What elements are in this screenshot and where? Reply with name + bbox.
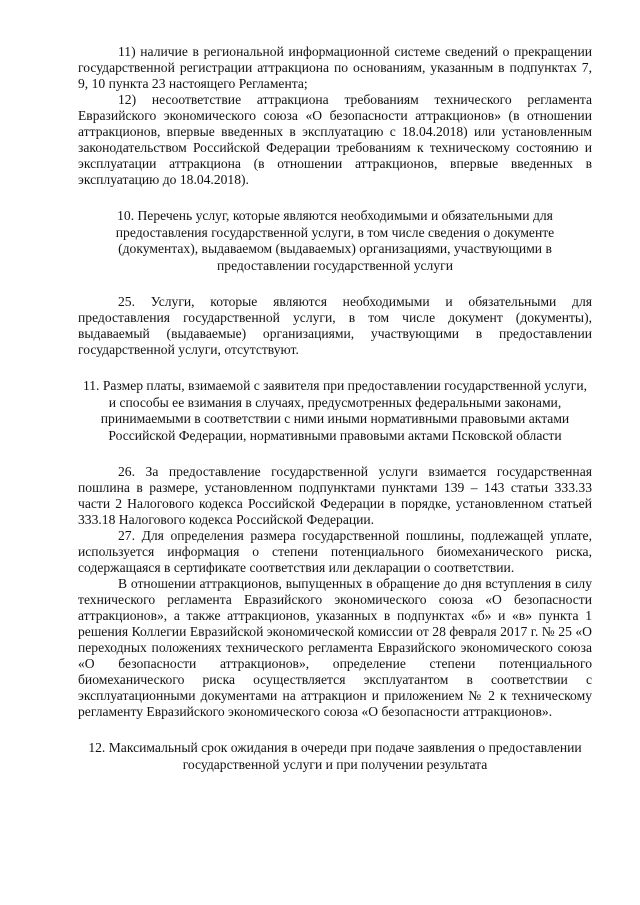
paragraph-item-11: 11) наличие в региональной информационной системе сведений о прекращении государственной регистрации аттракциона по основаниям, указанным в подпунктах 7, 9, 10 пункта 23 настоящего Регламента; xyxy=(78,44,592,91)
paragraph-27-continued: В отношении аттракционов, выпущенных в обращение до дня вступления в силу технического регламента Евразийского экономического союза «О безопасности аттракционов», а также аттракционов, указанных в подпунктах «б» и «в» пункта 1 решения Коллегии Евразийской экономической комиссии от 28 февраля 2017 г. № 25 «О переходных положениях технического регламента Евразийского экономического союза «О безопасности аттракционов», определение степени потенциального биомеханического риска осуществляется эксплуатантом в соответствии с эксплуатационными документами на аттракцион и приложением № 2 к техническому регламенту Евразийского экономического союза «О безопасности аттракционов». xyxy=(78,576,592,719)
paragraph-26: 26. За предоставление государственной услуги взимается государственная пошлина в размере, установленном подпунктами пунктами 139 – 143 статьи 333.33 части 2 Налогового кодекса Российской Федерации в порядке, установленном статьей 333.18 Налогового кодекса Российской Федерации. xyxy=(78,464,592,527)
paragraph-item-12: 12) несоответствие аттракциона требованиям технического регламента Евразийского экономического союза «О безопасности аттракционов» (в отношении аттракционов, впервые введенных в эксплуатацию с 18.04.2018) или установленным законодательством Российской Федерации требованиям к техническому состоянию и эксплуатации аттракциона (в отношении аттракционов, впервые введенных в эксплуатацию до 18.04.2018). xyxy=(78,92,592,187)
section-heading-12: 12. Максимальный срок ожидания в очереди при подаче заявления о предоставлении государственной услуги и при получении результата xyxy=(88,740,582,772)
paragraph-25: 25. Услуги, которые являются необходимыми и обязательными для предоставления государственной услуги, в том числе документ (документы), выдаваемый (выдаваемые) организациями, участвующими в предоставлении государственной услуги, отсутствуют. xyxy=(78,294,592,357)
paragraph-27: 27. Для определения размера государственной пошлины, подлежащей уплате, используется информация о степени потенциального биомеханического риска, содержащаяся в сертификате соответствия или декларации о соответствии. xyxy=(78,528,592,575)
section-heading-10: 10. Перечень услуг, которые являются необходимыми и обязательными для предоставления государственной услуги, в том числе сведения о документе (документах), выдаваемом (выдаваемых) организациями, участвующими в предоставлении государственной услуги xyxy=(115,208,555,273)
section-heading-11: 11. Размер платы, взимаемой с заявителя при предоставлении государственной услуги, и способы ее взимания в случаях, предусмотренных федеральными законами, принимаемыми в соответствии с ними иными нормативными правовыми актами Российской Федерации, нормативными правовыми актами Псковской области xyxy=(82,378,588,443)
